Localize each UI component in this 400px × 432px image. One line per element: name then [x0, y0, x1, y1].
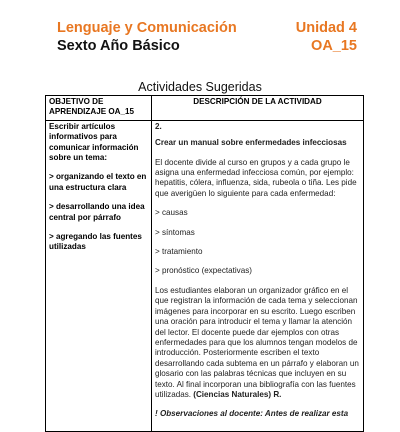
objective-cell [46, 120, 152, 431]
table-header-row [46, 96, 364, 121]
teacher-notes: ! Observaciones al docente: Antes de realizar esta [155, 409, 349, 419]
activity-bullet: > tratamiento [155, 247, 203, 257]
objective-intro: Escribir artículos informativos para comunicar información sobre un tema: [49, 121, 139, 163]
activity-bullet: > pronóstico (expectativas) [155, 266, 252, 276]
activity-reference: (Ciencias Naturales) R. [193, 389, 282, 399]
objective-item: > agregando las fuentes utilizadas [49, 232, 142, 252]
activity-body [155, 286, 360, 400]
activity-bullet: > causas [155, 208, 188, 218]
activity-intro: El docente divide al curso en grupos y a cada grupo le asigna una enfermedad infecciosa común, por ejemplo: hepatitis, cólera, influenza, sida, rubeola o tiña. Les pide que averigüen lo siguiente para cada enfermedad: [155, 157, 357, 198]
table-row [46, 120, 364, 431]
activity-column-header: DESCRIPCIÓN DE LA ACTIVIDAD [152, 96, 364, 121]
activity-bullet: > síntomas [155, 227, 195, 237]
activities-table [45, 95, 364, 432]
unit-label: Unidad 4 [295, 20, 357, 36]
objective-column-header: OBJETIVO DE APRENDIZAJE OA_15 [46, 96, 152, 121]
activity-cell [152, 120, 364, 431]
activity-body-text: Los estudiantes elaboran un organizador gráfico en el que registran la información de cada tema y seleccionan imágenes para incorporar en su escrito. Luego escriben una oración para introducir el tema y llamar la atención del lector. El docente puede dar ejemplos con otras enfermedades para que los alumnos tengan modelos de introducción. Posteriormente escriben el texto desarrollando cada subtema en un párrafo y elaboran un glosario con las palabras técnicas que incluyen en su texto. Al final incorporan una bibliografía con las fuentes utilizadas. [155, 285, 359, 399]
objective-item: > organizando el texto en una estructura clara [49, 172, 147, 192]
section-title: Actividades Sugeridas [138, 80, 262, 94]
document-header [57, 20, 357, 56]
objective-code: OA_15 [311, 38, 357, 54]
activity-number: 2. [155, 121, 162, 131]
objective-item: > desarrollando una idea central por párrafo [49, 202, 145, 222]
grade-subtitle: Sexto Año Básico [57, 38, 180, 54]
subject-title: Lenguaje y Comunicación [57, 20, 237, 36]
activity-title: Crear un manual sobre enfermedades infecciosas [155, 138, 347, 148]
